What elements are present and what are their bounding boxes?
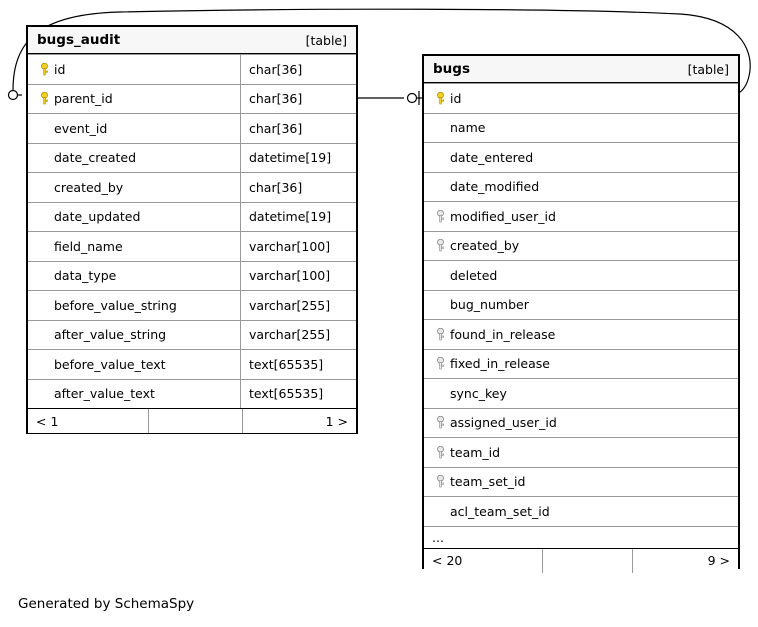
- column-type: char[36]: [240, 55, 356, 84]
- table-row[interactable]: [28, 54, 356, 84]
- column-name: id: [450, 90, 462, 106]
- table-row[interactable]: [28, 261, 356, 291]
- footer-children[interactable]: 9 >: [632, 549, 738, 573]
- column-type: char[36]: [240, 85, 356, 114]
- table-row[interactable]: [424, 231, 738, 261]
- table-row[interactable]: [424, 260, 738, 290]
- table-row[interactable]: [28, 231, 356, 261]
- column-name-cell: [424, 291, 738, 320]
- table-footer: [28, 408, 356, 433]
- column-name-cell: [424, 114, 738, 143]
- column-type: datetime[19]: [240, 203, 356, 232]
- key-icon: [432, 239, 448, 252]
- key-icon: [432, 416, 448, 429]
- column-name: event_id: [54, 120, 108, 136]
- column-name: team_id: [450, 444, 501, 460]
- column-type: char[36]: [240, 114, 356, 143]
- table-row[interactable]: [28, 143, 356, 173]
- key-icon: [432, 328, 448, 341]
- table-footer: [424, 548, 738, 573]
- footer-parents[interactable]: < 1: [36, 413, 59, 429]
- column-name: bug_number: [450, 297, 529, 313]
- table-row[interactable]: [424, 113, 738, 143]
- table-row[interactable]: [28, 84, 356, 114]
- footer-parents[interactable]: < 20: [432, 553, 463, 568]
- table-row[interactable]: [424, 201, 738, 231]
- column-name-cell: [28, 350, 240, 379]
- table-row[interactable]: [28, 320, 356, 350]
- column-name-cell: [28, 232, 240, 261]
- footer-spacer: [148, 409, 242, 433]
- column-name: data_type: [54, 268, 117, 284]
- column-name: created_by: [54, 179, 124, 195]
- column-name: created_by: [450, 238, 520, 254]
- table-row[interactable]: [28, 349, 356, 379]
- table-row[interactable]: [424, 349, 738, 379]
- table-title: bugs_audit: [37, 32, 121, 48]
- column-name-cell: [28, 203, 240, 232]
- column-name: field_name: [54, 238, 123, 254]
- column-name: parent_id: [54, 91, 113, 107]
- column-name-cell: [424, 320, 738, 349]
- column-type: text[65535]: [240, 380, 356, 409]
- column-name-cell: [28, 380, 240, 409]
- column-type: varchar[255]: [240, 321, 356, 350]
- table-bugs[interactable]: [422, 54, 740, 569]
- key-icon: [432, 92, 448, 105]
- column-name-cell: [28, 144, 240, 173]
- column-name: team_set_id: [450, 474, 526, 490]
- column-name: before_value_text: [54, 356, 166, 372]
- column-name: modified_user_id: [450, 208, 556, 224]
- key-icon: [432, 475, 448, 488]
- column-type: varchar[100]: [240, 232, 356, 261]
- table-row[interactable]: [28, 379, 356, 409]
- column-type: varchar[255]: [240, 291, 356, 320]
- key-icon: [36, 92, 52, 105]
- table-row[interactable]: [424, 437, 738, 467]
- table-header: [424, 56, 738, 83]
- table-row[interactable]: [28, 290, 356, 320]
- column-name-cell: [424, 438, 738, 467]
- column-name: assigned_user_id: [450, 415, 557, 431]
- column-name-cell: [28, 55, 240, 84]
- column-name-cell: [424, 261, 738, 290]
- key-icon: [432, 210, 448, 223]
- column-name: after_value_text: [54, 386, 155, 402]
- table-row[interactable]: [28, 202, 356, 232]
- column-name: sync_key: [450, 385, 507, 401]
- column-name-cell: [424, 379, 738, 408]
- column-type: text[65535]: [240, 350, 356, 379]
- column-name-cell: [424, 468, 738, 497]
- column-name: date_created: [54, 150, 137, 166]
- column-name-cell: [28, 173, 240, 202]
- column-name: fixed_in_release: [450, 356, 550, 372]
- key-icon: [36, 63, 52, 76]
- table-row[interactable]: [424, 319, 738, 349]
- column-name-cell: [424, 84, 738, 113]
- column-name: date_updated: [54, 209, 141, 225]
- column-name: id: [54, 61, 66, 77]
- table-bugs_audit[interactable]: [26, 25, 358, 434]
- column-name-cell: [424, 497, 738, 526]
- column-name-cell: [28, 262, 240, 291]
- table-row[interactable]: [424, 408, 738, 438]
- table-row[interactable]: [424, 378, 738, 408]
- key-icon: [432, 446, 448, 459]
- column-name-cell: [424, 202, 738, 231]
- column-name: after_value_string: [54, 327, 167, 343]
- table-kind: [table]: [305, 32, 347, 48]
- table-row[interactable]: [424, 290, 738, 320]
- footer-spacer: [542, 549, 632, 573]
- column-name: deleted: [450, 267, 498, 283]
- column-name-cell: [424, 409, 738, 438]
- table-row[interactable]: [424, 142, 738, 172]
- column-name: name: [450, 120, 486, 136]
- key-icon: [432, 357, 448, 370]
- column-name-cell: [424, 232, 738, 261]
- column-type: varchar[100]: [240, 262, 356, 291]
- column-name: acl_team_set_id: [450, 503, 550, 519]
- column-name-cell: [28, 114, 240, 143]
- table-row[interactable]: [424, 83, 738, 113]
- table-row[interactable]: [28, 113, 356, 143]
- table-header: [28, 27, 356, 54]
- table-title: bugs: [433, 61, 470, 77]
- column-name-cell: [424, 143, 738, 172]
- column-name: date_modified: [450, 179, 540, 195]
- generated-by-caption: Generated by SchemaSpy: [18, 596, 195, 612]
- table-row[interactable]: [424, 467, 738, 497]
- column-name-cell: [424, 173, 738, 202]
- column-name-cell: [28, 291, 240, 320]
- column-name-cell: [28, 85, 240, 114]
- more-columns-indicator: ...: [424, 526, 738, 548]
- column-name: before_value_string: [54, 297, 177, 313]
- column-name-cell: [424, 350, 738, 379]
- table-row[interactable]: [424, 172, 738, 202]
- column-name: date_entered: [450, 149, 534, 165]
- column-name-cell: [28, 321, 240, 350]
- table-row[interactable]: [424, 496, 738, 526]
- table-row[interactable]: [28, 172, 356, 202]
- column-name: found_in_release: [450, 326, 556, 342]
- table-kind: [table]: [687, 61, 729, 77]
- footer-children[interactable]: 1 >: [242, 409, 356, 433]
- column-type: datetime[19]: [240, 144, 356, 173]
- column-type: char[36]: [240, 173, 356, 202]
